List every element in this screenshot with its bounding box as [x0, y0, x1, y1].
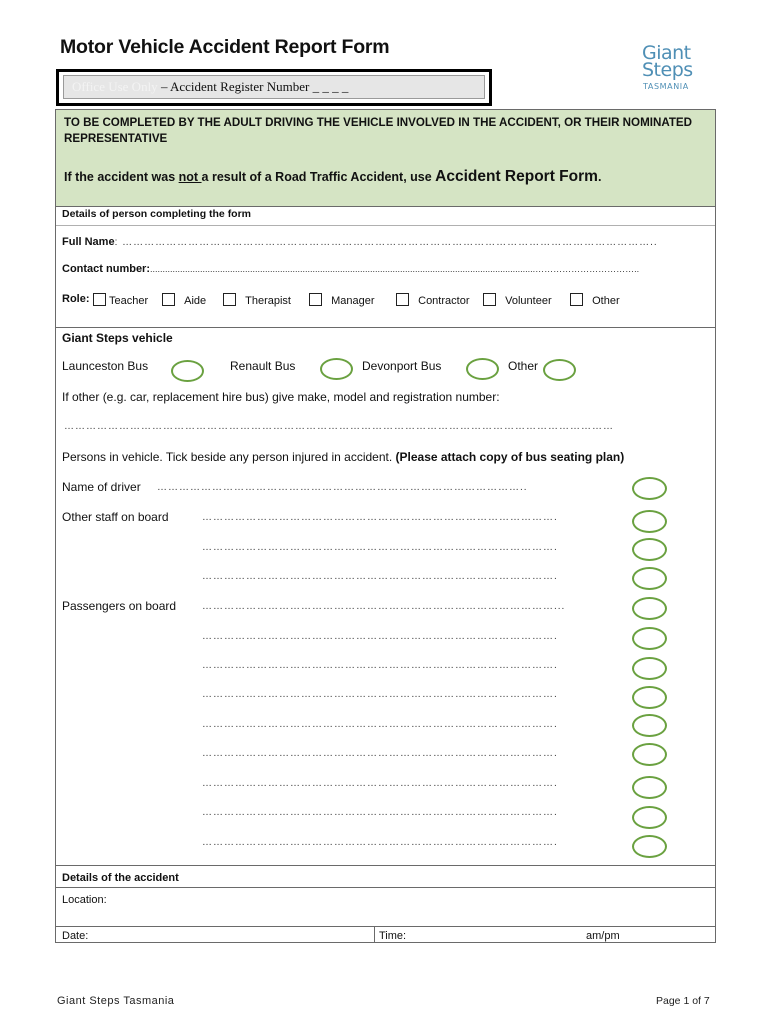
page-number: Page 1 of 7	[656, 995, 710, 1007]
passenger-line-4[interactable]: …………………………………………………………………………………….	[202, 689, 558, 700]
passenger-9-injury-oval[interactable]	[632, 835, 667, 858]
person-details-section	[55, 205, 716, 328]
staff-2-injury-oval[interactable]	[632, 538, 667, 561]
note-period: .	[597, 170, 602, 184]
persons-text: Persons in vehicle. Tick beside any person injured in accident.	[62, 450, 396, 464]
manager-checkbox[interactable]	[309, 293, 322, 306]
role-therapist[interactable]	[223, 293, 291, 307]
logo-line-2: Steps	[642, 59, 693, 81]
accident-details-section	[55, 865, 716, 943]
contact-label: Contact number:	[62, 263, 150, 275]
office-use-box	[56, 69, 492, 106]
launceston-bus-select-oval[interactable]	[171, 360, 204, 382]
vehicle-option-renault: Renault Bus	[230, 359, 296, 373]
driver-injury-oval[interactable]	[632, 477, 667, 500]
passenger-line-1[interactable]: ……………………………………………………………………………………...	[202, 601, 566, 612]
passenger-8-injury-oval[interactable]	[632, 806, 667, 829]
divider	[56, 887, 715, 888]
full-name-field[interactable]: : ………………………………………………………………………………………………………………………………..	[114, 237, 658, 248]
role-manager-label: Manager	[331, 295, 375, 307]
note-text-2: a result of a Road Traffic Accident, use	[201, 170, 436, 184]
location-field[interactable]	[126, 890, 706, 922]
role-other[interactable]	[570, 293, 620, 307]
passenger-5-injury-oval[interactable]	[632, 714, 667, 737]
passenger-line-9[interactable]: …………………………………………………………………………………….	[202, 837, 558, 848]
seating-plan-note: (Please attach copy of bus seating plan)	[395, 450, 625, 464]
vehicle-section	[55, 327, 716, 866]
accident-section-heading: Details of the accident	[62, 872, 179, 884]
time-label: Time:	[379, 930, 407, 942]
contractor-checkbox[interactable]	[396, 293, 409, 306]
staff-3-injury-oval[interactable]	[632, 567, 667, 590]
contact-row	[62, 263, 710, 275]
full-name-label: Full Name	[62, 236, 115, 248]
staff-label: Other staff on board	[62, 510, 169, 524]
volunteer-checkbox[interactable]	[483, 293, 496, 306]
full-name-row	[62, 236, 658, 248]
note-text-1: If the accident was	[64, 170, 179, 184]
passenger-line-8[interactable]: …………………………………………………………………………………….	[202, 807, 558, 818]
other-checkbox[interactable]	[570, 293, 583, 306]
teacher-checkbox[interactable]	[93, 293, 106, 306]
person-section-heading: Details of person completing the form	[62, 208, 252, 220]
renault-bus-select-oval[interactable]	[320, 358, 353, 380]
passenger-4-injury-oval[interactable]	[632, 686, 667, 709]
instructions-heading: TO BE COMPLETED BY THE ADULT DRIVING THE VEHICLE INVOLVED IN THE ACCIDENT, OR THEIR NOMINATED REPRESENTATIVE	[64, 116, 693, 145]
date-label: Date:	[62, 930, 89, 942]
logo-line-1: Giant	[642, 42, 691, 64]
role-contractor[interactable]	[396, 293, 469, 307]
role-manager[interactable]	[309, 293, 375, 307]
aide-checkbox[interactable]	[162, 293, 175, 306]
role-therapist-label: Therapist	[245, 295, 291, 307]
staff-line-3[interactable]: …………………………………………………………………………………….	[202, 571, 558, 582]
passenger-line-6[interactable]: …………………………………………………………………………………….	[202, 748, 558, 759]
vehicle-details-field[interactable]: ……………………………………………………………………………………………………………………………………	[64, 421, 614, 432]
role-row	[62, 293, 702, 309]
staff-1-injury-oval[interactable]	[632, 510, 667, 533]
office-use-text: – Accident Register Number _ _ _ _	[157, 79, 349, 94]
office-use-label: Office Use Only	[72, 79, 158, 94]
therapist-checkbox[interactable]	[223, 293, 236, 306]
passenger-line-7[interactable]: …………………………………………………………………………………….	[202, 778, 558, 789]
logo-line-3: TASMANIA	[643, 82, 689, 91]
page-title: Motor Vehicle Accident Report Form	[60, 36, 390, 58]
contact-field[interactable]: ..........................................................................................................................................................……………………………..	[150, 264, 640, 274]
divider	[374, 926, 375, 942]
note-not: not	[178, 170, 202, 184]
vehicle-option-launceston: Launceston Bus	[62, 359, 149, 373]
instructions-panel	[55, 109, 716, 207]
vehicle-option-other: Other	[508, 359, 539, 373]
location-label: Location:	[62, 894, 107, 906]
passenger-line-5[interactable]: …………………………………………………………………………………….	[202, 719, 558, 730]
passenger-6-injury-oval[interactable]	[632, 743, 667, 766]
staff-line-2[interactable]: …………………………………………………………………………………….	[202, 542, 558, 553]
date-field[interactable]	[96, 927, 366, 941]
passenger-7-injury-oval[interactable]	[632, 776, 667, 799]
driver-label: Name of driver	[62, 480, 141, 494]
passenger-1-injury-oval[interactable]	[632, 597, 667, 620]
accident-register-number-field[interactable]	[63, 75, 485, 99]
vehicle-option-devonport: Devonport Bus	[362, 359, 442, 373]
other-vehicle-select-oval[interactable]	[543, 359, 576, 381]
instructions-note	[64, 168, 601, 186]
devonport-bus-select-oval[interactable]	[466, 358, 499, 380]
role-teacher-label: Teacher	[109, 295, 149, 307]
passenger-2-injury-oval[interactable]	[632, 627, 667, 650]
role-label: Role:	[62, 293, 90, 305]
accident-report-form-link[interactable]: Accident Report Form	[435, 168, 598, 185]
driver-name-field[interactable]: ………………………………………………………………………………………..	[157, 482, 528, 493]
role-volunteer-label: Volunteer	[505, 295, 552, 307]
if-other-instruction: If other (e.g. car, replacement hire bus) give make, model and registration number:	[62, 390, 500, 404]
vehicle-section-heading: Giant Steps vehicle	[62, 331, 173, 345]
passenger-3-injury-oval[interactable]	[632, 657, 667, 680]
role-contractor-label: Contractor	[418, 295, 470, 307]
role-aide-label: Aide	[184, 295, 207, 307]
role-aide[interactable]	[162, 293, 206, 307]
time-field[interactable]	[416, 927, 576, 941]
role-volunteer[interactable]	[483, 293, 552, 307]
persons-instruction	[62, 450, 624, 464]
footer-organization: Giant Steps Tasmania	[57, 995, 175, 1007]
passengers-label: Passengers on board	[62, 599, 177, 613]
divider	[56, 225, 715, 226]
role-other-label: Other	[592, 295, 620, 307]
passenger-line-2[interactable]: …………………………………………………………………………………….	[202, 631, 558, 642]
ampm-label: am/pm	[586, 930, 620, 942]
staff-line-1[interactable]: …………………………………………………………………………………….	[202, 512, 558, 523]
role-teacher[interactable]	[93, 293, 148, 307]
passenger-line-3[interactable]: …………………………………………………………………………………….	[202, 660, 558, 671]
